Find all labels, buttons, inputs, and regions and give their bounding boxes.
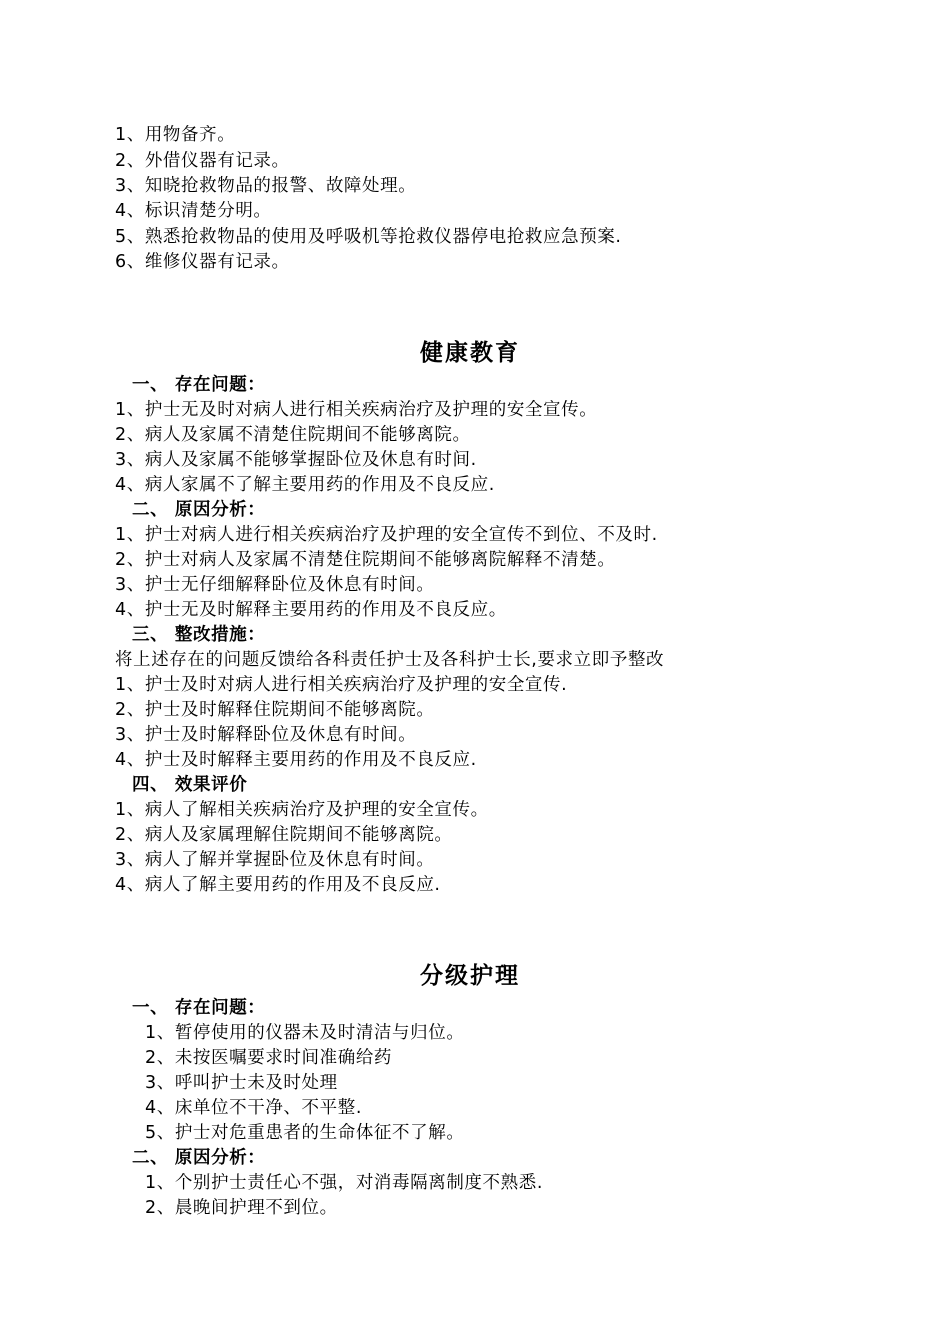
subsection-heading: 一、 存在问题： <box>132 998 266 1018</box>
list-item: 2、晨晚间护理不到位。 <box>145 1198 338 1218</box>
list-item: 1、护士对病人进行相关疾病治疗及护理的安全宣传不到位、不及时. <box>115 525 658 545</box>
list-item: 4、病人了解主要用药的作用及不良反应. <box>115 875 441 895</box>
list-item: 2、护士对病人及家属不清楚住院期间不能够离院解释不清楚。 <box>115 550 616 570</box>
list-item: 3、病人及家属不能够掌握卧位及休息有时间. <box>115 450 477 470</box>
list-item: 3、知晓抢救物品的报警、故障处理。 <box>115 176 417 196</box>
list-item: 3、护士及时解释卧位及休息有时间。 <box>115 725 417 745</box>
list-item: 1、护士无及时对病人进行相关疾病治疗及护理的安全宣传。 <box>115 400 598 420</box>
section-title-graded-nursing: 分级护理 <box>420 962 520 989</box>
list-item: 4、标识清楚分明。 <box>115 201 272 221</box>
list-item: 1、用物备齐。 <box>115 125 236 145</box>
list-item: 1、暂停使用的仪器未及时清洁与归位。 <box>145 1023 465 1043</box>
list-item: 1、病人了解相关疾病治疗及护理的安全宣传。 <box>115 800 489 820</box>
list-item: 3、呼叫护士未及时处理 <box>145 1073 338 1093</box>
subsection-heading: 一、 存在问题： <box>132 375 266 395</box>
section-title-health-education: 健康教育 <box>420 339 520 366</box>
list-item: 1、个别护士责任心不强，对消毒隔离制度不熟悉. <box>145 1173 543 1193</box>
list-item: 2、护士及时解释住院期间不能够离院。 <box>115 700 435 720</box>
list-item: 5、护士对危重患者的生命体征不了解。 <box>145 1123 465 1143</box>
list-item: 2、病人及家属不清楚住院期间不能够离院。 <box>115 425 471 445</box>
list-item: 5、熟悉抢救物品的使用及呼吸机等抢救仪器停电抢救应急预案. <box>115 227 622 247</box>
list-item: 1、护士及时对病人进行相关疾病治疗及护理的安全宣传. <box>115 675 568 695</box>
list-item: 2、病人及家属理解住院期间不能够离院。 <box>115 825 453 845</box>
subsection-heading: 二、 原因分析： <box>132 1148 266 1168</box>
subsection-heading: 四、 效果评价 <box>132 775 248 795</box>
list-item: 3、护士无仔细解释卧位及休息有时间。 <box>115 575 435 595</box>
list-item: 6、维修仪器有记录。 <box>115 252 290 272</box>
subsection-heading: 三、 整改措施： <box>132 625 266 645</box>
list-item: 4、病人家属不了解主要用药的作用及不良反应. <box>115 475 495 495</box>
paragraph: 将上述存在的问题反馈给各科责任护士及各科护士长,要求立即予整改 <box>115 650 665 670</box>
list-item: 3、病人了解并掌握卧位及休息有时间。 <box>115 850 435 870</box>
subsection-heading: 二、 原因分析： <box>132 500 266 520</box>
list-item: 2、未按医嘱要求时间准确给药 <box>145 1048 393 1068</box>
list-item: 4、床单位不干净、不平整. <box>145 1098 362 1118</box>
list-item: 4、护士及时解释主要用药的作用及不良反应. <box>115 750 477 770</box>
list-item: 2、外借仪器有记录。 <box>115 151 290 171</box>
list-item: 4、护士无及时解释主要用药的作用及不良反应。 <box>115 600 507 620</box>
